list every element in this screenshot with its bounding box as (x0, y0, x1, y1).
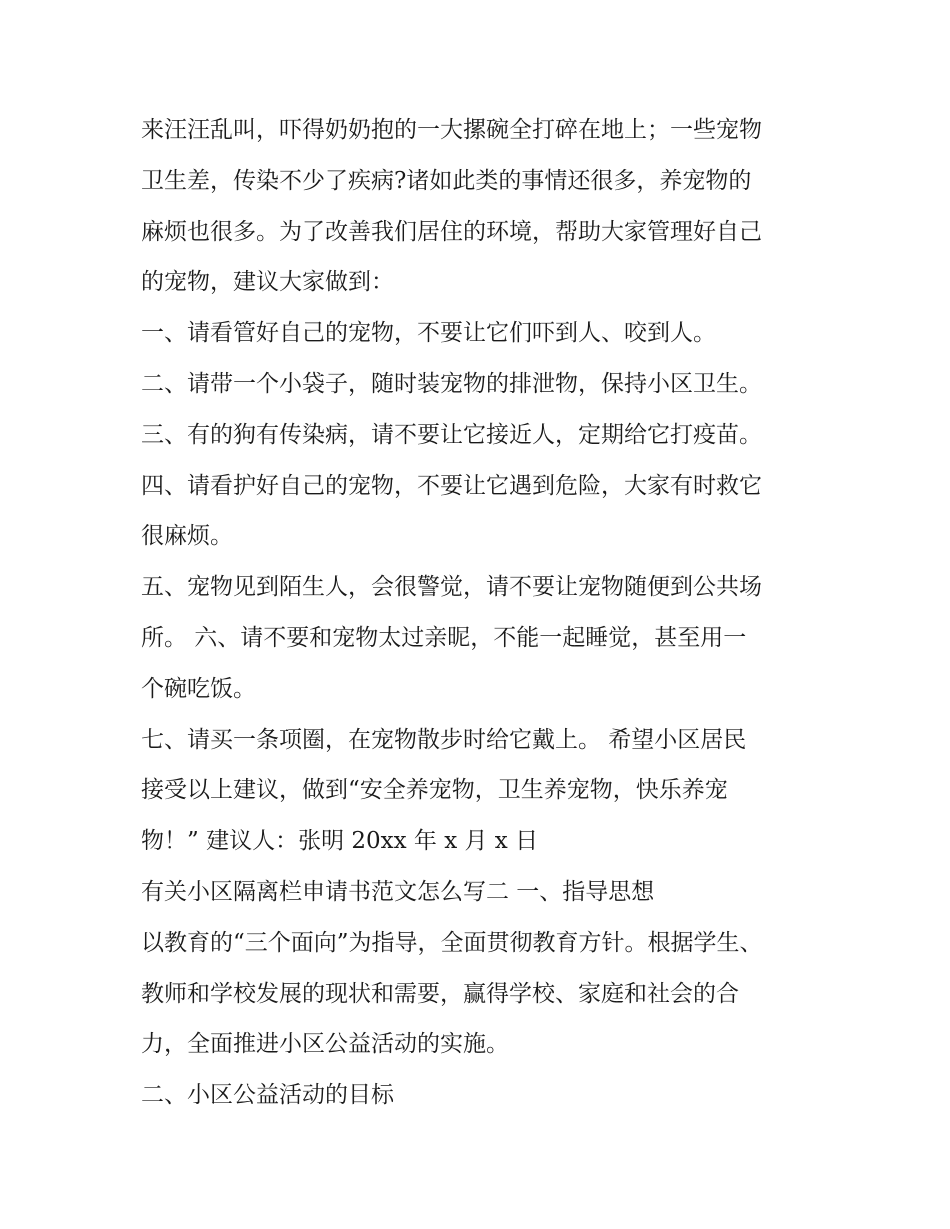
section-heading: 二、小区公益活动的目标 (141, 1082, 394, 1109)
text-line: 很麻烦。 (141, 523, 233, 550)
text-line: 四、请看护好自己的宠物，不要让它遇到危险，大家有时救它 (141, 472, 762, 499)
text-line: 二、请带一个小袋子，随时装宠物的排泄物，保持小区卫生。 (141, 370, 762, 397)
text-line: 麻烦也很多。为了改善我们居住的环境，帮助大家管理好自己 (141, 218, 762, 245)
text-line: 三、有的狗有传染病，请不要让它接近人，定期给它打疫苗。 (141, 421, 762, 448)
text-line: 七、请买一条项圈，在宠物散步时给它戴上。 希望小区居民 (141, 726, 747, 753)
text-line: 个碗吃饭。 (141, 675, 256, 702)
document-body (141, 105, 821, 1121)
text-line: 的宠物，建议大家做到： (141, 269, 394, 296)
text-line: 所。 六、请不要和宠物太过亲昵，不能一起睡觉，甚至用一 (141, 624, 747, 651)
text-line: 五、宠物见到陌生人，会很警觉，请不要让宠物随便到公共场 (141, 574, 762, 601)
text-line: 以教育的“三个面向”为指导，全面贯彻教育方针。根据学生、 (141, 929, 763, 956)
text-line: 教师和学校发展的现状和需要，赢得学校、家庭和社会的合 (141, 980, 739, 1007)
text-line: 力，全面推进小区公益活动的实施。 (141, 1031, 509, 1058)
text-line: 接受以上建议，做到“安全养宠物，卫生养宠物，快乐养宠 (141, 777, 728, 804)
text-line: 卫生差，传染不少了疾病?诸如此类的事情还很多，养宠物的 (141, 167, 752, 194)
text-line: 来汪汪乱叫，吓得奶奶抱的一大摞碗全打碎在地上；一些宠物 (141, 117, 762, 143)
text-line: 一、请看管好自己的宠物，不要让它们吓到人、咬到人。 (141, 320, 716, 347)
text-line: 物！” 建议人：张明 20xx 年 x 月 x 日 (141, 828, 539, 855)
section-heading: 有关小区隔离栏申请书范文怎么写二 一、指导思想 (141, 878, 655, 905)
